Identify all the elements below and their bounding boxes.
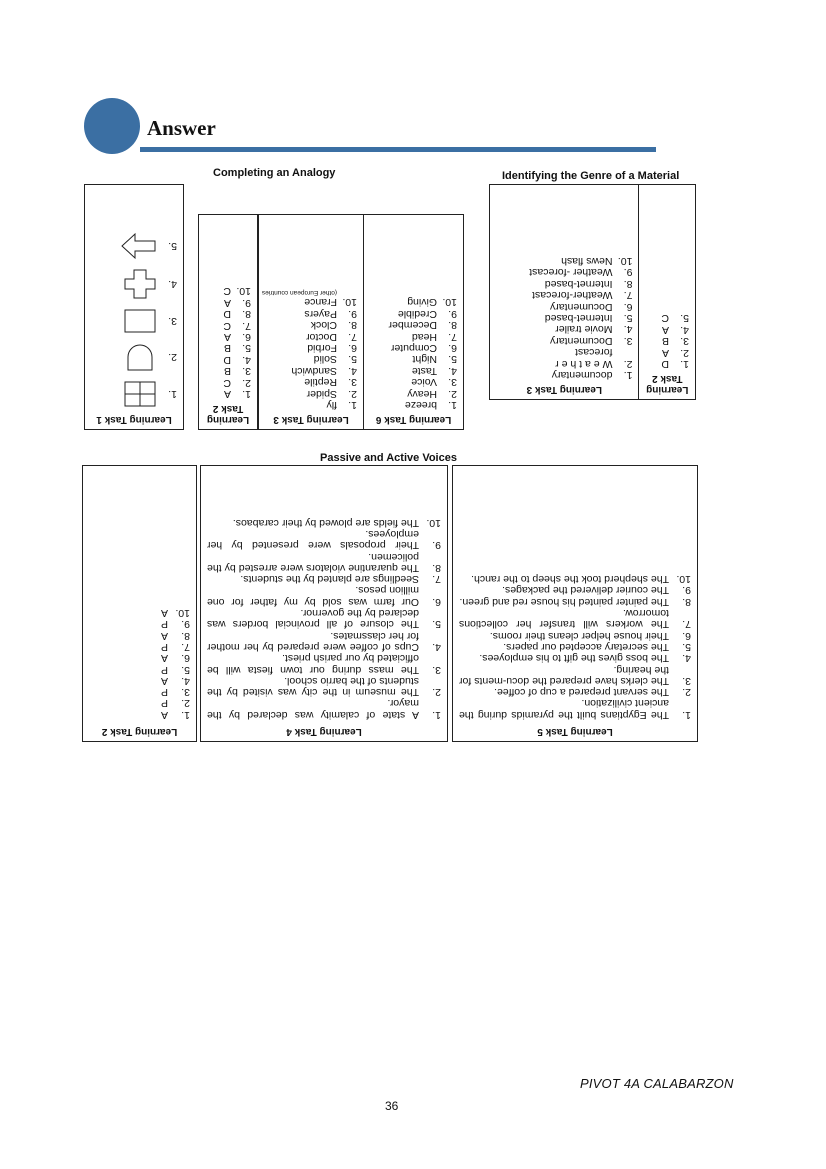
voices-lt4-header: Learning Task 4	[286, 726, 362, 737]
analogy-lt3-note: (other European countries	[261, 288, 337, 296]
analogy-lt3-header: Learning Task 3	[273, 414, 349, 425]
cross-shape-icon	[123, 268, 157, 300]
analogy-lt2: Learning Task 2 1. A 2. C 3. B 4. D 5. B 6. A 7. C 8. D 9. A 10. C	[198, 214, 258, 430]
page-number: 36	[385, 1099, 399, 1113]
voices-lt4: Learning Task 4 1. A state of calamity was declared by the mayor. 2. The museum in the city was visited by the students of the barrio school. 3. The mass during our town fiesta will be officiated by our parish priest. 4. Cups of coffee were prepared by her mother for her classmates. 5. The closure of all provincial borders was declared by the governor. 6. Our farm was sold by my father for one million pesos. 7. Seedlings are planted by the students. 8. The quarantine violators were arrested by the policemen. 9. Their proposals were presented by her employees. 10. The fields are plowed by their carabaos.	[200, 465, 448, 742]
voices-table	[82, 465, 698, 742]
page-title: Answer	[147, 116, 216, 140]
genre-section-title: Identifying the Genre of a Material	[502, 170, 680, 182]
analogy-lt3: Learning Task 3 1. fly 2. Spider 3. Reptile 4. Sandwich 5. Solid 6. Forbid 7. Doctor 8. Clock 9. Payers 10. France (other European countries	[258, 214, 364, 430]
analogy-lt1-header: Learning Task 1	[96, 414, 172, 425]
analogy-lt6-header: Learning Task 6	[375, 414, 452, 425]
genre-lt2-header: Learning Task 2	[646, 373, 689, 395]
grid-square-icon	[123, 380, 157, 408]
voices-lt5: Learning Task 5 1. The Egyptians built the pyramids during the ancient civilization. 2. The servant prepared a cup of coffee. 3. The clerks have prepared the docu-ments for the hearing. 4. The boss gives the gift to his employees. 5. The secretary accepted our papers. 6. Their house helper cleans their rooms. 7. The workers will transfer her collections tomorrow. 8. The painter painted his house red and green. 9. The courier delivered the packages. 10. The shepherd took the sheep to the ranch.	[452, 465, 698, 742]
footer-brand: PIVOT 4A CALABARZON	[580, 1076, 734, 1091]
genre-lt2: Learning Task 2 1. D 2. A 3. B 4. A 5. C	[638, 185, 695, 399]
analogy-lt6: Learning Task 6 1. breeze 2. Heavy 3. Voice 4. Taste 5. Night 6. Computer 7. Head 8. December 9. Credible 10. Giving	[364, 214, 464, 430]
analogy-section-title: Completing an Analogy	[213, 167, 336, 179]
genre-lt3: Learning Task 3 1. documentary 2. W e a t h e r forecast 3. Documentary 4. Movie trailer 5. Internet-based 6. Documentary 7. Weather-forecast 8. Internet-based 9. Weather -forecast 10. News flash	[490, 185, 638, 399]
analogy-lt1-box: Learning Task 1 1. 2. 3. 4. 5.	[84, 184, 184, 430]
analogy-table	[84, 184, 464, 430]
rectangle-icon	[123, 308, 157, 334]
arch-shape-icon	[123, 342, 157, 372]
genre-table	[489, 184, 696, 400]
genre-lt3-header: Learning Task 3	[526, 384, 602, 395]
header-circle	[84, 98, 140, 154]
voices-lt2-header: Learning Task 2	[101, 726, 178, 737]
voices-lt5-header: Learning Task 5	[537, 726, 613, 737]
analogy-lt2-header: Learning Task 2	[206, 403, 250, 425]
voices-section-title: Passive and Active Voices	[320, 452, 457, 464]
title-rule	[140, 147, 656, 152]
arrow-shape-icon	[119, 232, 157, 260]
voices-lt2: Learning Task 2 1. A 2. P 3. P 4. A 5. P 6. A 7. P 8. A 9. P 10. A	[82, 465, 197, 742]
